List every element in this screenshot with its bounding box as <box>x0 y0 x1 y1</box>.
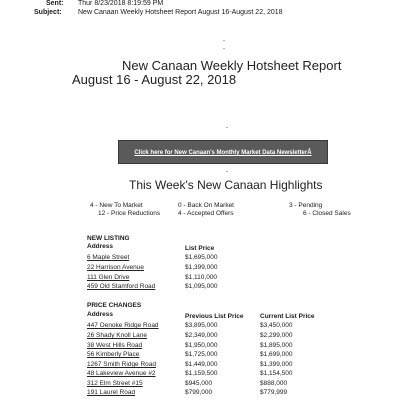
current-price: $2,299,000 <box>260 332 293 339</box>
stat-back-on-market: 0 - Back On Market <box>178 202 234 209</box>
price-change-address-link[interactable]: 56 Kimberly Place <box>87 351 140 358</box>
price-change-address-link[interactable]: 1267 Smith Ridge Road <box>87 361 157 368</box>
price-changes-heading: PRICE CHANGES <box>87 302 142 309</box>
listing-price: $1,110,000 <box>185 274 218 281</box>
new-listing-heading: NEW LISTING <box>87 235 130 242</box>
separator-dash: - <box>226 125 228 131</box>
previous-price: $945,000 <box>185 380 213 387</box>
stat-pending: 3 - Pending <box>289 202 323 209</box>
listing-address-link[interactable]: 111 Glen Drive <box>87 274 130 281</box>
previous-price: $3,895,000 <box>185 322 218 329</box>
previous-price: $2,349,000 <box>185 332 218 339</box>
price-change-address-link[interactable]: 38 West Hills Road <box>87 342 143 349</box>
current-price: $779,999 <box>260 389 288 396</box>
listing-address-link[interactable]: 22 Harrison Avenue <box>87 264 144 271</box>
separator-dash: - <box>223 38 225 44</box>
new-listing-address-header: Address <box>87 243 114 250</box>
listing-address-link[interactable]: 459 Old Stamford Road <box>87 283 156 290</box>
separator-dash: - <box>223 46 225 52</box>
listing-price: $1,399,000 <box>185 264 218 271</box>
current-price: $3,450,000 <box>260 322 293 329</box>
price-change-address-link[interactable]: 191 Laurel Road <box>87 389 136 396</box>
price-change-address-link[interactable]: 312 Elm Street #15 <box>87 380 143 387</box>
current-list-price-header: Current List Price <box>260 313 315 320</box>
previous-price: $1,725,000 <box>185 351 218 358</box>
report-date-range: August 16 - August 22, 2018 <box>72 72 237 87</box>
newsletter-link[interactable]: Click here for New Canaan's Monthly Market Data NewsletterÂ <box>134 150 312 156</box>
listing-price: $1,695,000 <box>185 254 218 261</box>
highlights-heading: This Week's New Canaan Highlights <box>129 178 323 192</box>
stat-new-to-market: 4 - New To Market <box>90 202 143 209</box>
previous-price: $799,000 <box>185 389 213 396</box>
report-title: New Canaan Weekly Hotsheet Report <box>122 58 342 73</box>
price-change-address-link[interactable]: 26 Shady Knoll Lane <box>87 332 147 339</box>
previous-price: $1,449,000 <box>185 361 218 368</box>
subject-value: New Canaan Weekly Hotsheet Report August 16-August 22, 2018 <box>78 9 283 16</box>
stat-closed-sales: 6 - Closed Sales <box>303 210 351 217</box>
price-change-address-link[interactable]: 48 Lakeview Avenue #2 <box>87 370 156 377</box>
previous-price: $1,159,500 <box>185 370 218 377</box>
current-price: $888,000 <box>260 380 288 387</box>
current-price: $1,895,000 <box>260 342 293 349</box>
newsletter-banner[interactable] <box>118 140 328 164</box>
previous-price: $1,950,000 <box>185 342 218 349</box>
previous-list-price-header: Previous List Price <box>185 313 244 320</box>
current-price: $1,699,000 <box>260 351 293 358</box>
stat-price-reductions: 12 - Price Reductions <box>98 210 161 217</box>
new-listing-price-header: List Price <box>185 245 215 252</box>
price-changes-address-header: Address <box>87 311 114 318</box>
separator-dash: - <box>226 169 228 175</box>
current-price: $1,399,000 <box>260 361 293 368</box>
listing-address-link[interactable]: 6 Maple Street <box>87 254 130 261</box>
price-change-address-link[interactable]: 447 Oenoke Ridge Road <box>87 322 159 329</box>
stat-accepted-offers: 4 - Accepted Offers <box>178 210 234 217</box>
sent-value: Thur 8/23/2018 8:19:59 PM <box>78 0 164 7</box>
sent-label: Sent: <box>46 0 64 7</box>
current-price: $1,154,500 <box>260 370 293 377</box>
listing-price: $1,095,000 <box>185 283 218 290</box>
subject-label: Subject: <box>34 9 62 16</box>
